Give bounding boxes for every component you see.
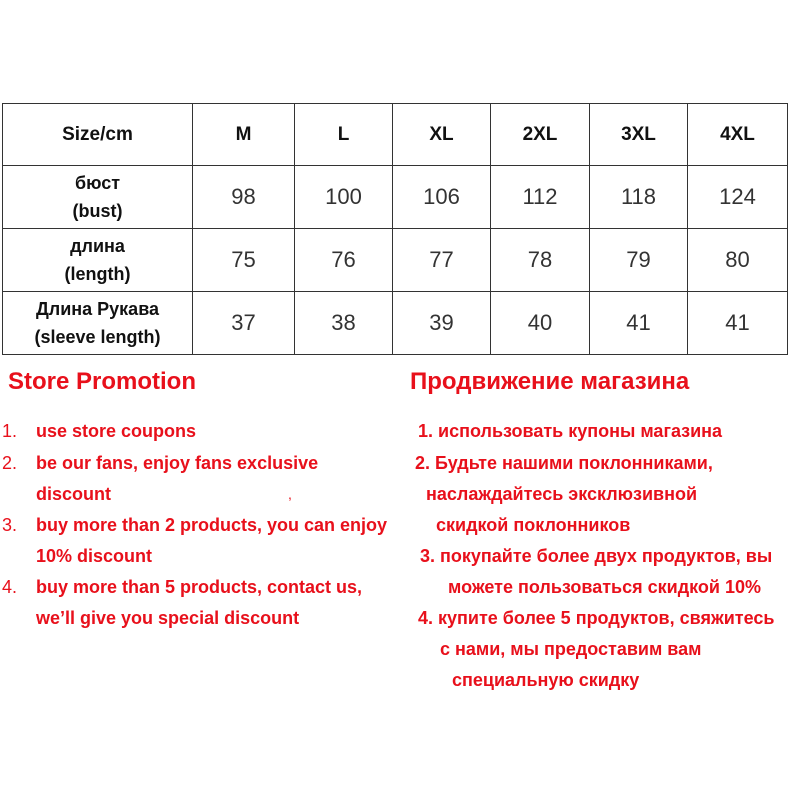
promo-item-text: discount xyxy=(36,484,111,504)
promo-item-text-ru: 4. купите более 5 продуктов, свяжитесь xyxy=(418,608,775,628)
table-cell: 75 xyxy=(193,229,295,292)
promo-item-text-ru: можете пользоваться скидкой 10% xyxy=(448,577,761,597)
table-cell: 38 xyxy=(295,292,393,355)
promo-item-text: use store coupons xyxy=(36,421,197,441)
store-promotion-title: Store Promotion xyxy=(8,368,197,395)
header-cell-m: M xyxy=(193,104,295,166)
header-cell-4xl: 4XL xyxy=(688,104,788,166)
table-cell: 79 xyxy=(590,229,688,292)
promo-item-text-ru: скидкой поклонников xyxy=(436,515,631,535)
header-cell-3xl: 3XL xyxy=(590,104,688,166)
row-label-line: (bust) xyxy=(72,201,123,221)
list-number: 3. xyxy=(2,515,18,535)
promo-item-text-ru: с нами, мы предоставим вам xyxy=(440,639,702,659)
table-cell: 112 xyxy=(491,166,590,229)
row-label-length xyxy=(3,229,193,292)
table-cell: 39 xyxy=(393,292,491,355)
row-label-line: Длина Рукава xyxy=(35,299,160,319)
table-cell: 78 xyxy=(491,229,590,292)
row-label-line: длина xyxy=(70,236,125,256)
stray-comma: , xyxy=(288,486,292,502)
header-cell-2xl: 2XL xyxy=(491,104,590,166)
header-cell-size: Size/cm xyxy=(3,104,193,166)
table-cell: 40 xyxy=(491,292,590,355)
header-cell-l: L xyxy=(295,104,393,166)
table-cell: 41 xyxy=(590,292,688,355)
promo-item-text: 10% discount xyxy=(36,546,153,566)
promo-item-text: buy more than 5 products, contact us, xyxy=(36,577,363,597)
promo-item-text-ru: 2. Будьте нашими поклонниками, xyxy=(415,453,713,473)
table-cell: 118 xyxy=(590,166,688,229)
row-label-line: (sleeve length) xyxy=(34,327,161,347)
promo-item-text-ru: 3. покупайте более двух продуктов, вы xyxy=(420,546,773,566)
row-label-bust xyxy=(3,166,193,229)
promo-item-text: we’ll give you special discount xyxy=(36,608,300,628)
row-label-line: (length) xyxy=(64,264,131,284)
table-cell: 80 xyxy=(688,229,788,292)
list-number: 1. xyxy=(2,421,18,441)
table-cell: 41 xyxy=(688,292,788,355)
table-cell: 100 xyxy=(295,166,393,229)
row-label-line: бюст xyxy=(74,173,121,193)
promo-item-text-ru: 1. использовать купоны магазина xyxy=(418,421,723,441)
table-row-length xyxy=(3,229,788,292)
size-chart-table xyxy=(2,103,788,355)
promo-item-text-ru: специальную скидку xyxy=(452,670,640,690)
table-cell: 76 xyxy=(295,229,393,292)
header-cell-xl: XL xyxy=(393,104,491,166)
table-header-row xyxy=(3,104,788,166)
promo-item-text-ru: наслаждайтесь эксклюзивной xyxy=(426,484,698,504)
table-cell: 77 xyxy=(393,229,491,292)
table-cell: 124 xyxy=(688,166,788,229)
store-promotion-title-ru: Продвижение магазина xyxy=(410,368,690,395)
list-number: 4. xyxy=(2,577,18,597)
promo-item-text: buy more than 2 products, you can enjoy xyxy=(36,515,388,535)
table-row-bust xyxy=(3,166,788,229)
row-label-sleeve-length xyxy=(3,292,193,355)
list-number: 2. xyxy=(2,453,18,473)
promo-item-text: be our fans, enjoy fans exclusive xyxy=(36,453,319,473)
table-row-sleeve-length xyxy=(3,292,788,355)
table-cell: 106 xyxy=(393,166,491,229)
table-cell: 37 xyxy=(193,292,295,355)
table-cell: 98 xyxy=(193,166,295,229)
